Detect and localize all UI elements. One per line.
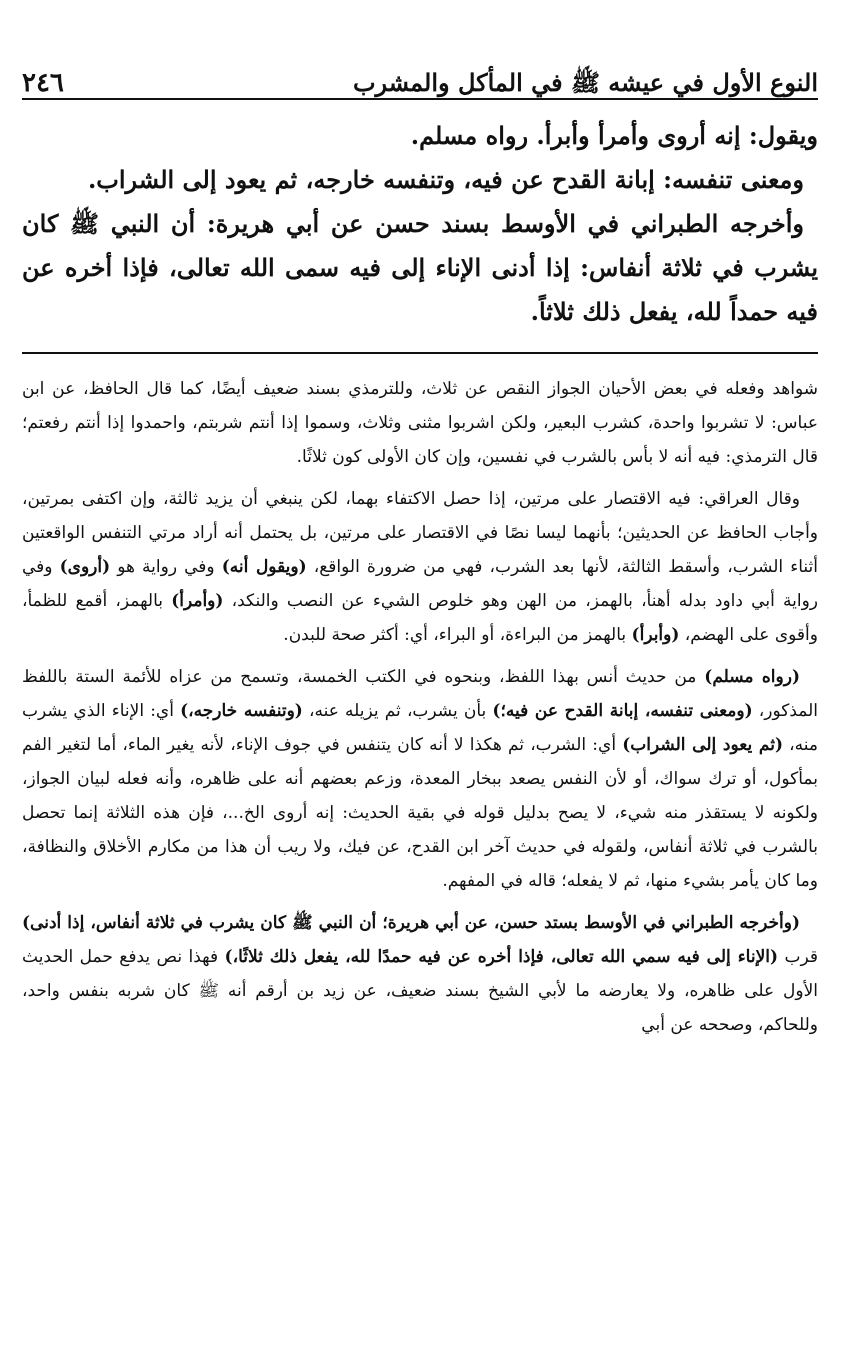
page-header (22, 56, 818, 100)
page-number: ٢٤٦ (22, 68, 64, 98)
quoted-phrase: (ومعنى تنفسه، إبانة القدح عن فيه؛) (492, 701, 753, 721)
commentary-text: قرب (778, 947, 818, 967)
commentary-text: أي: الشرب، ثم هكذا لا أنه كان يتنفس في جوف الإناء، لأنه يغير الماء، أما لتغير الفم بمأكول، أو ترك سواك، أو لأن النفس يصعد ببخار المعدة، وزعم بعضهم أنه على ظاهره، وأنه فعله لبيان الجواز، ولكونه لا يستقذر منه شيء، لا يصح بدليل قوله في بقية الحديث: إنه أروى الخ...، فإن هذه الثلاثة إنما تحصل بالشرب في ثلاثة أنفاس، ولقوله في حديث آخر ابن القدح، عن فيك، ولا ريب أن هذا من مكارم الأخلاق والنظافة، وما كان يأمر بشيء منها، ثم لا يفعله؛ قاله في المفهم. (22, 735, 818, 891)
commentary-paragraph (22, 906, 818, 1042)
commentary-paragraph (22, 482, 818, 652)
quoted-phrase: (أروى) (59, 557, 111, 577)
main-paragraph: وأخرجه الطبراني في الأوسط بسند حسن عن أبي هريرة: أن النبي ﷺ كان يشرب في ثلاثة أنفاس: إذا أدنى الإناء إلى فيه سمى الله تعالى، فإذا أخره عن فيه حمداً لله، يفعل ذلك ثلاثاً. (22, 209, 819, 326)
commentary-text: بأن يشرب، ثم يزيله عنه، (302, 701, 493, 721)
quoted-phrase: (ثم يعود إلى الشراب) (622, 735, 783, 755)
quoted-phrase: (الإناء إلى فيه سمي الله تعالى، فإذا أخره عن فيه حمدًا لله، يفعل ذلك ثلاثًا،) (224, 947, 779, 967)
main-text (22, 114, 818, 334)
commentary-text: وقال العراقي: فيه الاقتصار على مرتين، إذا حصل الاكتفاء بهما، لكن ينبغي أن يزيد ثالثة، وإن اكتفى بمرتين، وأجاب الحافظ عن الحديثين؛ بأنهما ليسا نصًا في الاقتصار على مرتين، بل يحتمل أنه أراد مرتي التنفس الواقعتين أثناء الشرب، وأسقط الثالثة، لأنها بعد الشرب، فهي من ضرورة الواقع، (22, 489, 818, 577)
quoted-phrase: (وأبرأ) (631, 625, 680, 645)
commentary-text: وفي رواية أبي داود بدله أهنأ، بالهمز، من الهن وهو خلوص الشيء عن النصب والنكد، (22, 557, 818, 611)
main-paragraph: ويقول: إنه أروى وأمرأ وأبرأ. رواه مسلم. (410, 121, 818, 150)
commentary-text: من حديث أنس بهذا اللفظ، وبنحوه في الكتب الخمسة، وتسمح من عزاه للأئمة الستة باللفظ المذكور، (22, 667, 819, 721)
commentary-paragraph: شواهد وفعله في بعض الأحيان الجواز النقص عن ثلاث، وللترمذي بسند ضعيف أيضًا، كما قال الحافظ، عن ابن عباس: لا تشربوا واحدة، كشرب البعير، ولكن اشربوا مثنى وثلاث، وسموا إذا أنتم شربتم، واحمدوا إذا أنتم رفعتم؛ قال الترمذي: فيه أنه لا بأس بالشرب في نفسين، وإن كان الأولى كون ثلاثًا. (22, 379, 818, 467)
commentary-text: فهذا نص يدفع حمل الحديث الأول على ظاهره، ولا يعارضه ما لأبي الشيخ بسند ضعيف، عن زيد بن أرقم أنه ﷺ كان شربه بنفس واحد، وللحاكم، وصححه عن أبي (22, 947, 818, 1035)
quoted-phrase: (ويقول أنه) (221, 557, 307, 577)
separator-rule (22, 352, 818, 354)
commentary-paragraph (22, 660, 818, 898)
commentary-text: بالهمز من البراءة، أو البراء، أي: أكثر صحة للبدن. (283, 625, 632, 645)
commentary (22, 372, 818, 1042)
running-title: النوع الأول في عيشه ﷺ في المأكل والمشرب (352, 68, 818, 97)
main-paragraph: ومعنى تنفسه: إبانة القدح عن فيه، وتنفسه خارجه، ثم يعود إلى الشراب. (87, 165, 804, 194)
commentary-text: وفي رواية هو (110, 557, 222, 577)
quoted-phrase: (وتنفسه خارجه،) (180, 701, 303, 721)
commentary-text: أي: الإناء الذي يشرب منه، (22, 701, 818, 755)
commentary-text: بالهمز، أقمع للظمأ، وأقوى على الهضم، (22, 591, 818, 645)
quoted-phrase: (وأخرجه الطبراني في الأوسط بستد حسن، عن أبي هريرة؛ أن النبي ﷺ كان يشرب في ثلاثة أنفاس، إذا أدنى) (22, 913, 800, 933)
quoted-phrase: (وأمرأ) (171, 591, 224, 611)
quoted-phrase: (رواه مسلم) (704, 667, 800, 687)
